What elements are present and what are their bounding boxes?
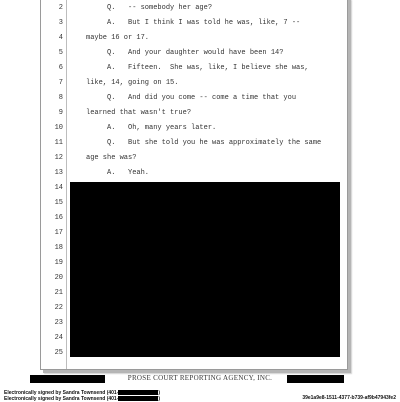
transcript-line: Q. And did you come -- come a time that you (86, 94, 297, 102)
transcript-line: like, 14, going on 15. (86, 79, 179, 87)
transcript-line: maybe 16 or 17. (86, 34, 150, 42)
line-number: 10 (54, 124, 63, 132)
e-signature-text: Electronically signed by Sandra Townsend (401- (4, 396, 119, 402)
footer-redaction-left (30, 375, 105, 383)
line-number: 23 (54, 319, 63, 327)
line-number: 2 (58, 4, 63, 12)
transcript-line: age she was? (86, 154, 137, 162)
line-number: 9 (58, 109, 63, 117)
line-number: 6 (58, 64, 63, 72)
line-number: 21 (54, 289, 63, 297)
line-number: 19 (54, 259, 63, 267)
document-hash: 39e1a9e8-1511-4377-b739-af9b47943fe2 (302, 395, 396, 401)
e-signature-line (4, 396, 160, 402)
footer-agency-name: PROSE COURT REPORTING AGENCY, INC. (127, 374, 273, 382)
transcript-line: Q. -- somebody her age? (86, 4, 213, 12)
signature-redaction (118, 390, 161, 396)
line-number: 13 (54, 169, 63, 177)
line-number: 3 (58, 19, 63, 27)
line-number: 18 (54, 244, 63, 252)
line-number: 11 (54, 139, 63, 147)
line-number: 4 (58, 34, 63, 42)
transcript-line: A. But I think I was told he was, like, 7 -- (86, 19, 301, 27)
transcript-line: A. Fifteen. She was, like, I believe she was, (86, 64, 309, 72)
transcript-line: A. Yeah. (86, 169, 150, 177)
transcript-page (40, 0, 348, 370)
line-number: 12 (54, 154, 63, 162)
e-signature-text: Electronically signed by Sandra Townsend (401- (4, 390, 119, 396)
line-number-margin-rule (66, 0, 67, 369)
line-number: 8 (58, 94, 63, 102)
line-number: 24 (54, 334, 63, 342)
signature-close-paren: ) (158, 396, 161, 402)
line-number: 17 (54, 229, 63, 237)
line-number: 7 (58, 79, 63, 87)
transcript-line: A. Oh, many years later. (86, 124, 217, 132)
transcript-line: Q. And your daughter would have been 14? (86, 49, 284, 57)
footer-redaction-right (287, 375, 344, 383)
line-number: 22 (54, 304, 63, 312)
signature-redaction (118, 396, 161, 402)
line-number: 15 (54, 199, 63, 207)
transcript-line: Q. But she told you he was approximately the same (86, 139, 322, 147)
line-number: 5 (58, 49, 63, 57)
line-number: 20 (54, 274, 63, 282)
transcript-line: learned that wasn't true? (86, 109, 192, 117)
line-number: 16 (54, 214, 63, 222)
line-number: 14 (54, 184, 63, 192)
line-number: 25 (54, 349, 63, 357)
signature-close-paren: ) (158, 390, 161, 396)
redaction-block (70, 182, 340, 357)
